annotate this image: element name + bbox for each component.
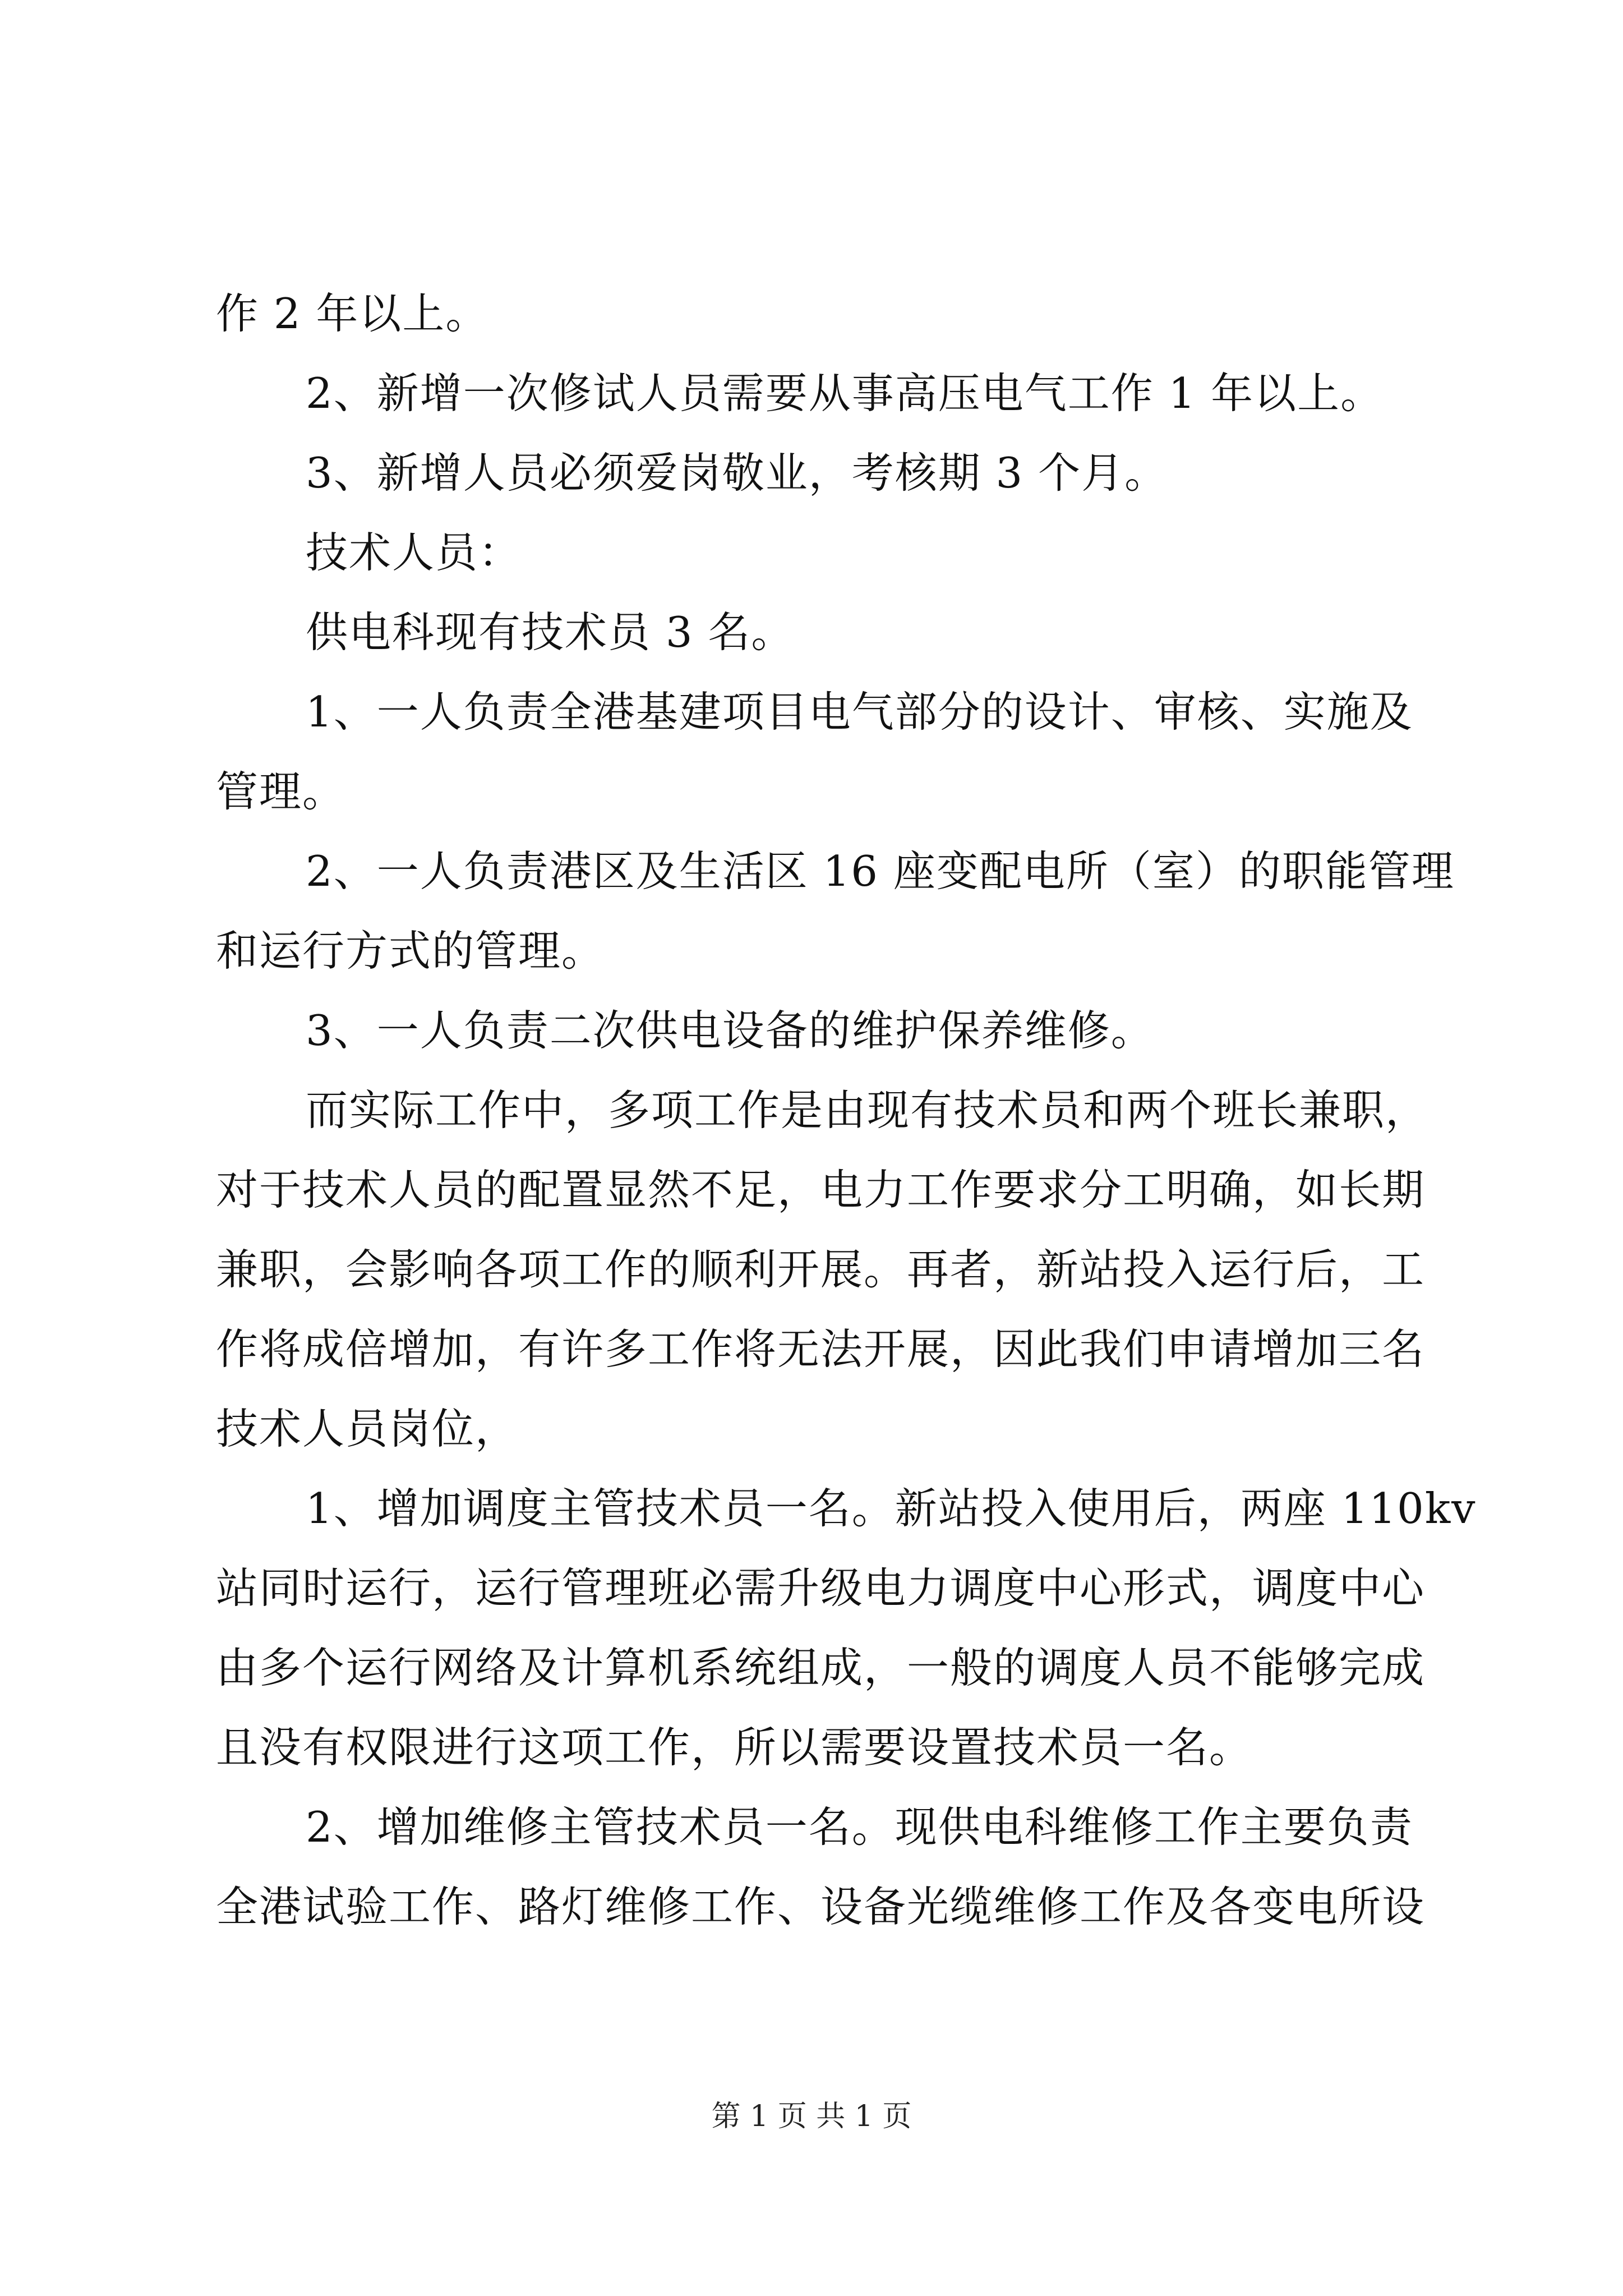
text-line: 和运行方式的管理。 [216,926,605,976]
page-number-footer: 第 1 页 共 1 页 [711,2100,912,2133]
text-line: 3、新增人员必须爱岗敬业，考核期 3 个月。 [306,448,1168,498]
text-line: 1、增加调度主管技术员一名。新站投入使用后，两座 110kv [306,1484,1477,1533]
text-line: 2、一人负责港区及生活区 16 座变配电所（室）的职能管理 [306,846,1455,896]
document-body [216,274,1477,1947]
text-line: 全港试验工作、路灯维修工作、设备光缆维修工作及各变电所设 [216,1882,1426,1931]
text-line: 管理。 [216,767,346,816]
text-line: 作 2 年以上。 [216,289,489,338]
text-line: 2、新增一次修试人员需要从事高压电气工作 1 年以上。 [306,369,1384,418]
section-heading: 技术人员： [306,528,522,577]
text-line: 由多个运行网络及计算机系统组成，一般的调度人员不能够完成 [216,1643,1426,1692]
text-line: 且没有权限进行这项工作，所以需要设置技术员一名。 [216,1723,1253,1772]
text-line: 站同时运行，运行管理班必需升级电力调度中心形式，调度中心 [216,1563,1426,1613]
text-line: 3、一人负责二次供电设备的维护保养维修。 [306,1006,1154,1055]
text-line: 兼职，会影响各项工作的顺利开展。再者，新站投入运行后，工 [216,1245,1426,1294]
text-line: 而实际工作中，多项工作是由现有技术员和两个班长兼职， [306,1085,1429,1135]
text-line: 供电科现有技术员 3 名。 [306,608,795,657]
text-line: 对于技术人员的配置显然不足，电力工作要求分工明确，如长期 [216,1165,1426,1214]
text-line: 技术人员岗位， [216,1404,519,1453]
text-line: 作将成倍增加，有许多工作将无法开展，因此我们申请增加三名 [216,1324,1426,1374]
text-line: 1、一人负责全港基建项目电气部分的设计、审核、实施及 [306,687,1413,737]
text-line: 2、增加维修主管技术员一名。现供电科维修工作主要负责 [306,1802,1413,1852]
